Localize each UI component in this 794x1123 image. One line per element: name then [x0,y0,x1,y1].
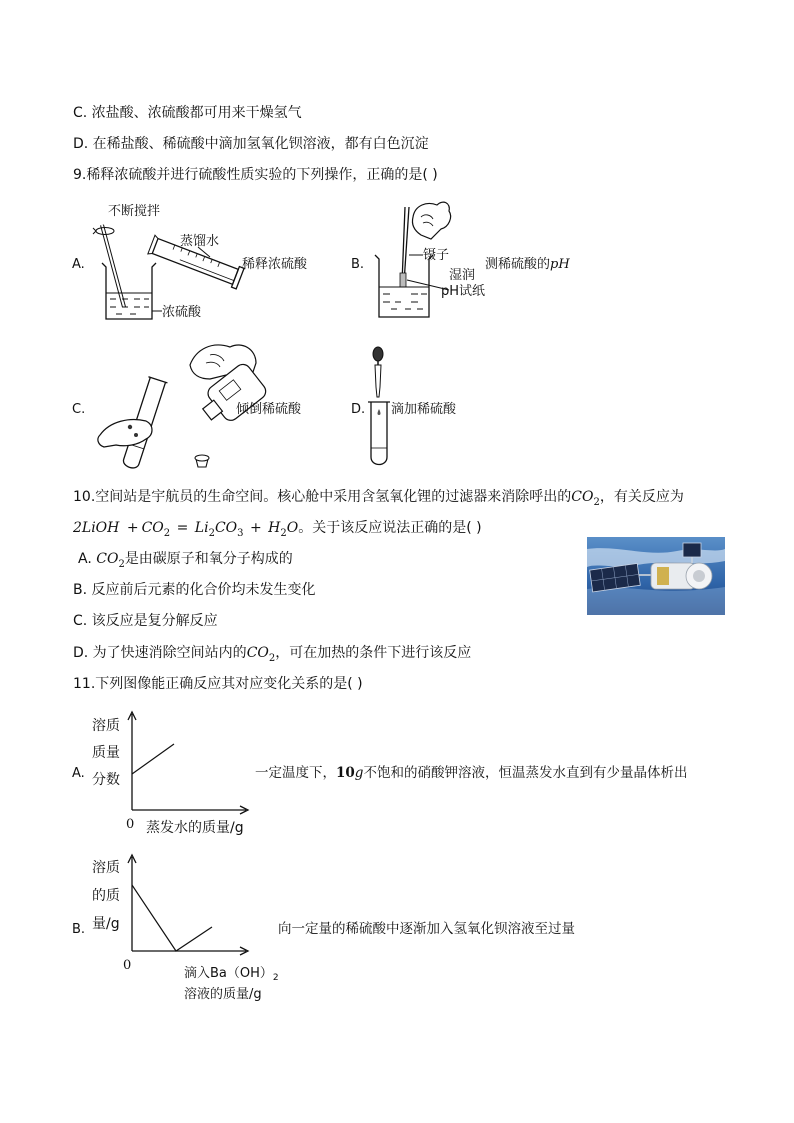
q10-option-a: A. $CO_2$是由碳原子和氧分子构成的 [78,551,293,570]
q9-a-letter: A. [72,257,85,272]
q9-b-letter: B. [351,257,365,272]
q10-option-b: B. 反应前后元素的化合价均未发生变化 [73,582,316,598]
q11-a-ylabel-1: 溶质 [92,718,120,734]
series-line [132,885,212,951]
q11-b-ylabel-2: 的质 [92,888,120,904]
q9-stem: 9.稀释浓硫酸并进行硫酸性质实验的下列操作，正确的是( ) [73,167,438,183]
space-station-photo [587,537,725,615]
q9-b-label-wet: 湿润 [449,268,476,283]
q11-b-graph [60,855,780,1005]
q11-stem: 11.下列图像能正确反应其对应变化关系的是( ) [73,676,363,692]
q11-b-letter: B. [72,922,86,937]
q11-b-ylabel-1: 溶质 [92,860,120,876]
hand-icon [412,202,450,239]
q11-a-ylabel-3: 分数 [92,772,120,788]
q10-stem-line2: 2LiOH + $CO_2 = Li_2CO_3 + H_2O$。关于该反应说法正确的是( ) [73,520,482,539]
q11-a-xlabel: 蒸发水的质量/g [146,820,244,836]
q10-option-d: D. 为了快速消除空间站内的$CO_2$，可在加热的条件下进行该反应 [73,645,472,664]
q10-equation: 2LiOH [73,520,120,536]
q9-b-label-paper: pH试纸 [441,284,486,299]
q11-b-ylabel-3: 量/g [92,916,120,932]
q9-b-caption: 测稀硫酸的 [485,257,551,272]
q8-option-c: C. 浓盐酸、浓硫酸都可用来干燥氢气 [73,105,302,121]
hand-icon [98,420,152,447]
q11-a-ylabel-2: 质量 [92,745,120,761]
q9-a-label-acid: 浓硫酸 [162,305,202,320]
q9-d-caption: 滴加稀硫酸 [391,402,457,417]
q9-a-label-stir: 不断搅拌 [108,204,161,219]
q9-a-figure [60,195,330,330]
q9-b-figure [345,195,605,325]
q9-d-figure [345,335,545,475]
q9-b-caption-var: pH [550,257,570,272]
q9-a-label-water: 蒸馏水 [180,234,220,249]
q11-a-letter: A. [72,766,85,781]
q9-b-label-tweezers: 镊子 [423,248,450,263]
q11-a-graph [60,710,780,840]
q8-option-d: D. 在稀盐酸、稀硫酸中滴加氢氧化钡溶液，都有白色沉淀 [73,136,429,152]
series-line [132,744,174,774]
q9-c-figure [60,335,330,475]
q9-c-letter: C. [72,402,86,417]
q10-option-c: C. 该反应是复分解反应 [73,613,218,629]
q11-b-xlabel-2: 溶液的质量/g [184,987,262,1002]
q9-c-caption: 倾倒稀硫酸 [236,402,302,417]
q11-b-origin: 0 [123,958,132,973]
svg-text:一定温度下，10g不饱和的硝酸钾溶液，恒温蒸发水直到有少量晶: 一定温度下，10g不饱和的硝酸钾溶液，恒温蒸发水直到有少量晶体析出 [255,765,688,781]
svg-text:滴入Ba（OH）2: 滴入$Ba(OH)_2$ [184,966,279,983]
q11-b-xlabel-1: 滴入Ba（OH） [184,966,273,981]
q9-a-caption: 稀释浓硫酸 [242,257,308,272]
q11-a-origin: 0 [126,817,135,832]
q11-a-desc: 一定温度下， [255,765,336,781]
q10-stem-line1: 10.空间站是宇航员的生命空间。核心舱中采用含氢氧化锂的过滤器来消除呼出的$CO_2$，有关反应为 [73,489,684,508]
q9-d-letter: D. [351,402,366,417]
svg-text:测稀硫酸的pH [485,256,570,272]
q11-b-desc: 向一定量的稀硫酸中逐渐加入氢氧化钡溶液至过量 [278,921,575,937]
